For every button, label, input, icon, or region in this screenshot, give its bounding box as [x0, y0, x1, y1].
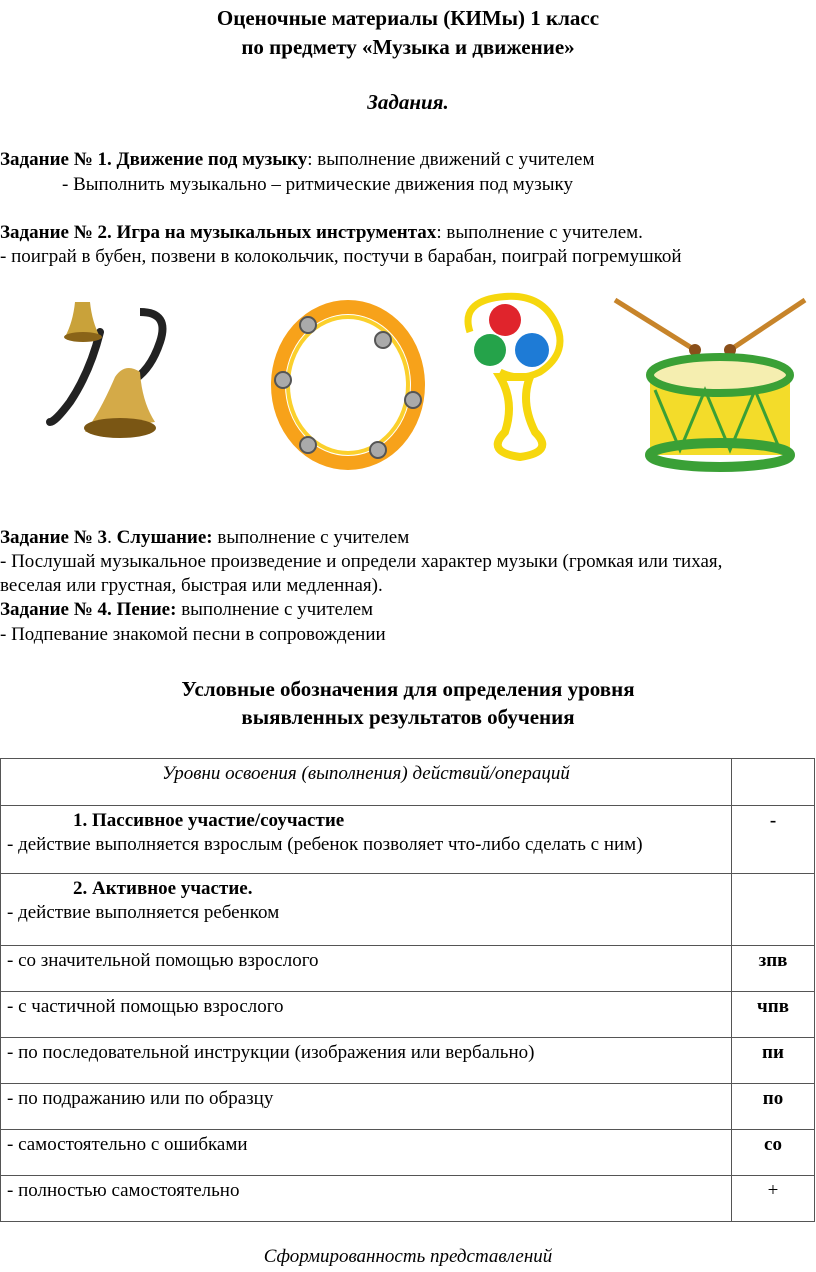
task1-line [0, 149, 594, 171]
tasks-heading: Задания. [367, 90, 449, 114]
task2-line [0, 222, 643, 244]
task3-label1: Задание № 3 [0, 527, 108, 548]
task2-label: Задание № 2. Игра на музыкальных инструментах [0, 222, 437, 243]
table-row [1, 874, 815, 946]
active-title: 2. Активное участие. [73, 878, 253, 899]
passive-code: - [732, 806, 815, 874]
table-header-row [1, 759, 815, 806]
levels-table [0, 758, 815, 1222]
row-text: - по последовательной инструкции (изображения или вербально) [1, 1038, 732, 1084]
active-desc: - действие выполняется ребенком [7, 902, 280, 923]
row-text: - по подражанию или по образцу [1, 1084, 732, 1130]
task3-detail2: веселая или грустная, быстрая или медленная). [0, 575, 383, 596]
drum-icon [610, 295, 810, 475]
table-header-code [732, 759, 815, 806]
row-code: со [732, 1130, 815, 1176]
table-row [1, 1084, 815, 1130]
task1-label: Задание № 1. Движение под музыку [0, 149, 308, 170]
row-text: - полностью самостоятельно [1, 1176, 732, 1222]
task2-detail: - поиграй в бубен, позвени в колокольчик, постучи в барабан, поиграй погремушкой [0, 246, 682, 267]
tambourine-icon [268, 300, 428, 470]
passive-desc: - действие выполняется взрослым (ребенок позволяет что-либо сделать с ним) [7, 834, 643, 855]
table-row [1, 946, 815, 992]
table-row [1, 1176, 815, 1222]
table-header: Уровни освоения (выполнения) действий/операций [1, 759, 732, 806]
row-code: пи [732, 1038, 815, 1084]
task3-label2: Слушание: [116, 527, 213, 548]
task3-dot: . [107, 527, 117, 548]
legend-heading-line1: Условные обозначения для определения уровня [181, 677, 635, 701]
task4-label: Задание № 4. Пение: [0, 599, 177, 620]
row-text: - с частичной помощью взрослого [1, 992, 732, 1038]
task4-line [0, 599, 373, 621]
passive-title: 1. Пассивное участие/соучастие [73, 810, 345, 831]
legend-heading-line2: выявленных результатов обучения [241, 705, 575, 729]
task1-detail: - Выполнить музыкально – ритмические движения под музыку [62, 174, 573, 195]
row-text: - со значительной помощью взрослого [1, 946, 732, 992]
bell-icon [30, 292, 180, 452]
footer-heading: Сформированность представлений [263, 1246, 553, 1267]
task3-line [0, 527, 409, 549]
row-code: зпв [732, 946, 815, 992]
doc-title-line1: Оценочные материалы (КИМы) 1 класс [216, 6, 600, 30]
table-row [1, 992, 815, 1038]
row-code: чпв [732, 992, 815, 1038]
task4-detail: - Подпевание знакомой песни в сопровождении [0, 624, 386, 645]
task3-rest: выполнение с учителем [212, 527, 410, 548]
table-row [1, 1038, 815, 1084]
rattle-icon [460, 292, 580, 462]
row-code: + [732, 1176, 815, 1222]
task4-rest: выполнение с учителем [176, 599, 374, 620]
row-text: - самостоятельно с ошибками [1, 1130, 732, 1176]
row-code: по [732, 1084, 815, 1130]
table-row [1, 1130, 815, 1176]
doc-title-line2: по предмету «Музыка и движение» [241, 35, 575, 59]
task1-rest: : выполнение движений с учителем [307, 149, 595, 170]
task2-rest: : выполнение с учителем. [436, 222, 643, 243]
table-row [1, 806, 815, 874]
task3-detail1: - Послушай музыкальное произведение и определи характер музыки (громкая или тихая, [0, 551, 723, 572]
